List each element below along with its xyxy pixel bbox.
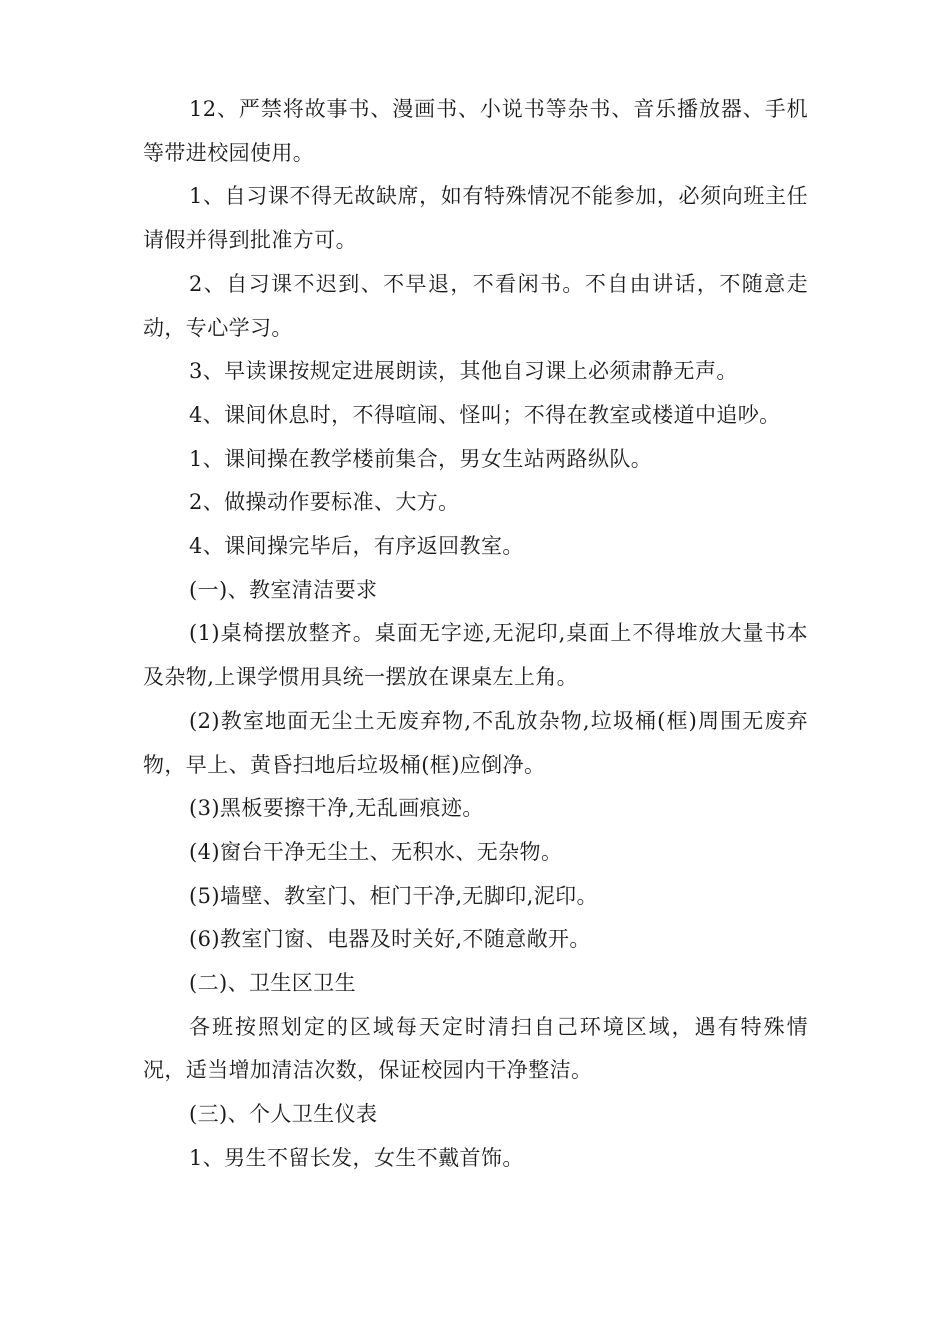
paragraph-study-rule-1: 1、自习课不得无故缺席，如有特殊情况不能参加，必须向班主任请假并得到批准方可。	[143, 184, 808, 253]
paragraph-cleaning-item-4: (4)窗台干净无尘土、无积水、无杂物。	[189, 839, 563, 864]
paragraph-study-rule-3: 3、早读课按规定进展朗读，其他自习课上必须肃静无声。	[189, 359, 738, 384]
paragraph-exercise-rule-4: 4、课间操完毕后，有序返回教室。	[189, 534, 524, 559]
paragraph-exercise-rule-1: 1、课间操在教学楼前集合，男女生站两路纵队。	[189, 446, 653, 471]
paragraph-cleaning-item-6: (6)教室门窗、电器及时关好,不随意敞开。	[189, 927, 591, 952]
paragraph-exercise-rule-2: 2、做操动作要标准、大方。	[189, 490, 460, 515]
document-body	[143, 88, 808, 1181]
paragraph-personal-hygiene-1: 1、男生不留长发，女生不戴首饰。	[189, 1145, 524, 1170]
paragraph-cleaning-item-3: (3)黑板要擦干净,无乱画痕迹。	[189, 796, 484, 821]
paragraph-study-rule-2: 2、自习课不迟到、不早退，不看闲书。不自由讲话，不随意走动，专心学习。	[143, 271, 808, 340]
section-heading-personal-hygiene: (三)、个人卫生仪表	[189, 1102, 378, 1127]
paragraph-hygiene-area: 各班按照划定的区域每天定时清扫自己环境区域，遇有特殊情况，适当增加清洁次数，保证校园内干净整洁。	[143, 1014, 808, 1083]
paragraph-cleaning-item-1: (1)桌椅摆放整齐。桌面无字迹,无泥印,桌面上不得堆放大量书本及杂物,上课学惯用具统一摆放在课桌左上角。	[143, 621, 808, 690]
paragraph-cleaning-item-2: (2)教室地面无尘土无废弃物,不乱放杂物,垃圾桶(框)周围无废弃物，早上、黄昏扫地后垃圾桶(框)应倒净。	[143, 708, 808, 777]
paragraph-study-rule-4: 4、课间休息时，不得喧闹、怪叫；不得在教室或楼道中追吵。	[189, 402, 781, 427]
paragraph-cleaning-item-5: (5)墙壁、教室门、柜门干净,无脚印,泥印。	[189, 883, 598, 908]
paragraph-rule-12-no-distractions: 12、严禁将故事书、漫画书、小说书等杂书、音乐播放器、手机等带进校园使用。	[143, 97, 808, 165]
section-heading-classroom-cleaning: (一)、教室清洁要求	[189, 577, 378, 602]
section-heading-hygiene-area: (二)、卫生区卫生	[189, 971, 356, 996]
